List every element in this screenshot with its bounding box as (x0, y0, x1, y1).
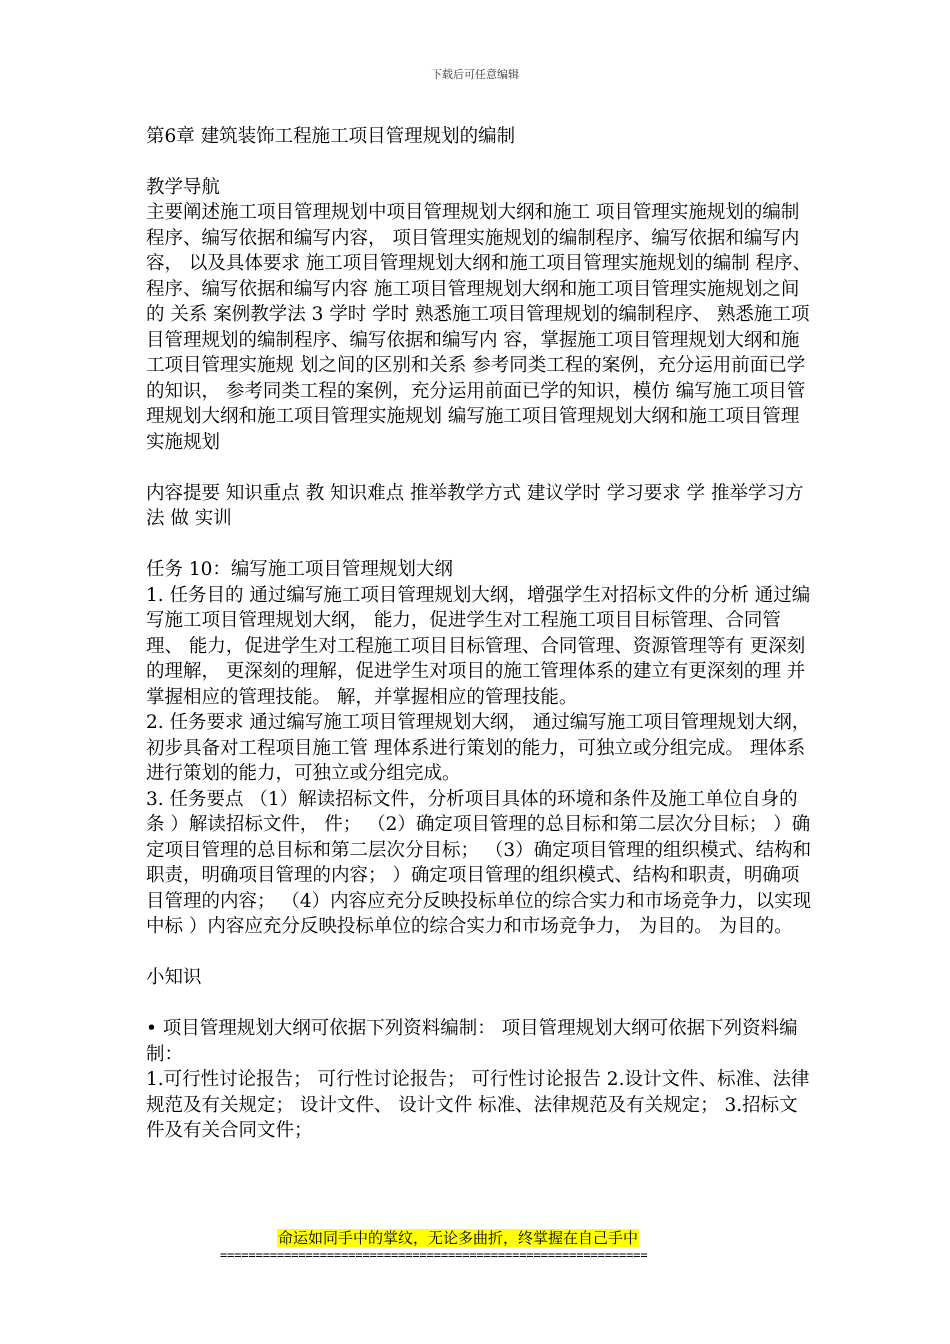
spacer (146, 532, 816, 558)
footer-divider: ============================================================ (220, 1248, 648, 1262)
teaching-nav-body: 主要阐述施工项目管理规划中项目管理规划大纲和施工 项目管理实施规划的编制程序、编写依据和编写内容， 项目管理实施规划的编制程序、编写依据和编写内容， 以及具体要求 施工项目管理规划大纲和施工项目管理实施规划的编制 程序、 程序、编写依据和编写内容 施工项目管理规划大纲和施工项目管理实施规划之间的 关系 案例教学法 3 学时 学时 熟悉施工项目管理规划的编制程序、 熟悉施工项目管理规划的编制程序、编写依据和编写内 容，掌握施工项目管理规划大纲和施工项目管理实施规 划之间的区别和关系 参考同类工程的案例，充分运用前面已学的知识， 参考同类工程的案例，充分运用前面已学的知识，模仿 编写施工项目管理规划大纲和施工项目管理实施规划 编写施工项目管理规划大纲和施工项目管理实施规划 (146, 202, 812, 453)
task-purpose: 1. 任务目的 通过编写施工项目管理规划大纲，增强学生对招标文件的分析 通过编写施工项目管理规划大纲， 能力，促进学生对工程施工项目目标管理、合同管理、 能力，促进学生对工程施工项目目标管理、合同管理、资源管理等有 更深刻的理解， 更深刻的理解，促进学生对项目的施工管理体系的建立有更深刻的理 并掌握相应的管理技能。 解，并掌握相应的管理技能。 (146, 584, 811, 708)
tips-list: 1.可行性讨论报告； 可行性讨论报告； 可行性讨论报告 2.设计文件、标准、法律规范及有关规定； 设计文件、 设计文件 标准、法律规范及有关规定； 3.招标文件及有关合同文件； (146, 1069, 810, 1141)
content-summary: 内容提要 知识重点 教 知识难点 推举教学方式 建议学时 学习要求 学 推举学习方法 做 实训 (146, 482, 804, 529)
footer-quote: 命运如同手中的掌纹，无论多曲折，终掌握在自己手中 (278, 1229, 639, 1247)
spacer (146, 991, 816, 1017)
chapter-title: 第6章 建筑装饰工程施工项目管理规划的编制 (146, 126, 516, 147)
page-header-note: 下载后可任意编辑 (431, 68, 519, 81)
task-requirements: 2. 任务要求 通过编写施工项目管理规划大纲， 通过编写施工项目管理规划大纲，初步具备对工程项目施工管 理体系进行策划的能力，可独立或分组完成。 理体系进行策划的能力，可独立或分组完成。 (146, 712, 811, 784)
tips-bullet: • 项目管理规划大纲可依据下列资料编制： 项目管理规划大纲可依据下列资料编制： (146, 1018, 798, 1065)
spacer (146, 455, 816, 481)
task-heading: 任务 10：编写施工项目管理规划大纲 (146, 559, 453, 580)
task-key-points: 3. 任务要点 （1）解读招标文件，分析项目具体的环境和条件及施工单位自身的条 ）解读招标文件， 件； （2）确定项目管理的总目标和第二层次分目标； ）确定项目管理的总目标和第二层次分目标； （3）确定项目管理的组织模式、结构和职责，明确项目管理的内容； ）确定项目管理的组织模式、结构和职责，明确项目管理的内容； （4）内容应充分反映投标单位的综合实力和市场竞争力，以实现中标 ）内容应充分反映投标单位的综合实力和市场竞争力， 为目的。 为目的。 (146, 788, 812, 937)
teaching-nav-heading: 教学导航 (146, 176, 221, 198)
document-body (146, 124, 816, 1144)
tips-heading: 小知识 (146, 967, 202, 988)
spacer (146, 940, 816, 966)
